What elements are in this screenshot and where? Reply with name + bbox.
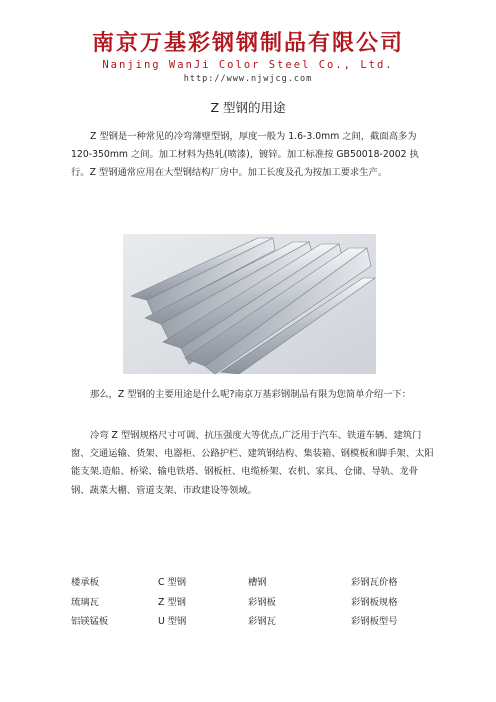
company-url[interactable]: http://www.njwjcg.com: [183, 74, 313, 84]
article-title: Z 型钢的用途: [210, 100, 286, 115]
link-item[interactable]: U 型钢: [158, 616, 187, 627]
link-item[interactable]: 彩钢板规格: [351, 596, 398, 608]
question-paragraph: 那么，Z 型钢的主要用途是什么呢?南京万基彩钢制品有限为您简单介绍一下：: [90, 389, 412, 400]
link-item[interactable]: 琉璃瓦: [71, 596, 99, 608]
link-item[interactable]: C 型钢: [158, 577, 187, 588]
intro-paragraph: Z 型钢是一种常见的冷弯薄壁型钢，厚度一般为 1.6-3.0mm 之间，截面高多为 120-350mm 之间。加工材料为热轧(喷漆)，镀锌。加工标准按 GB50018-2002 执行。Z 型钢通常应用在大型钢结构厂房中。加工长度及孔为按加工要求生产。: [71, 131, 419, 179]
link-item[interactable]: Z 型钢: [158, 596, 186, 608]
link-item[interactable]: 彩钢板: [248, 596, 276, 608]
company-name-cn: 南京万基彩钢钢制品有限公司: [91, 30, 404, 56]
company-header: [0, 30, 496, 85]
link-item[interactable]: 彩钢瓦价格: [351, 577, 398, 588]
link-item[interactable]: 彩钢板型号: [351, 616, 398, 627]
links-row: [71, 574, 435, 594]
links-row: [71, 594, 435, 614]
usage-paragraph: 冷弯 Z 型钢规格尺寸可调、抗压强度大等优点,广泛用于汽车、铁道车辆、建筑门窗、交通运输、货架、电器柜、公路护栏、建筑钢结构、集装箱、钢模板和脚手架、太阳能支架.造船、桥梁、输电铁塔、钢板桩、电缆桥架、农机、家具、仓储、导轨、龙骨钢、蔬菜大棚、管道支架、市政建设等领域。: [71, 430, 434, 496]
link-item[interactable]: 彩钢瓦: [248, 616, 276, 627]
link-item[interactable]: 铝镁锰板: [71, 616, 109, 627]
link-item[interactable]: 槽钢: [248, 577, 267, 588]
link-item[interactable]: 楼承板: [71, 577, 99, 588]
links-row: [71, 613, 435, 633]
company-name-en: Nanjing WanJi Color Steel Co., Ltd.: [102, 59, 394, 71]
related-links: [71, 574, 435, 633]
z-steel-photo: [123, 234, 376, 374]
